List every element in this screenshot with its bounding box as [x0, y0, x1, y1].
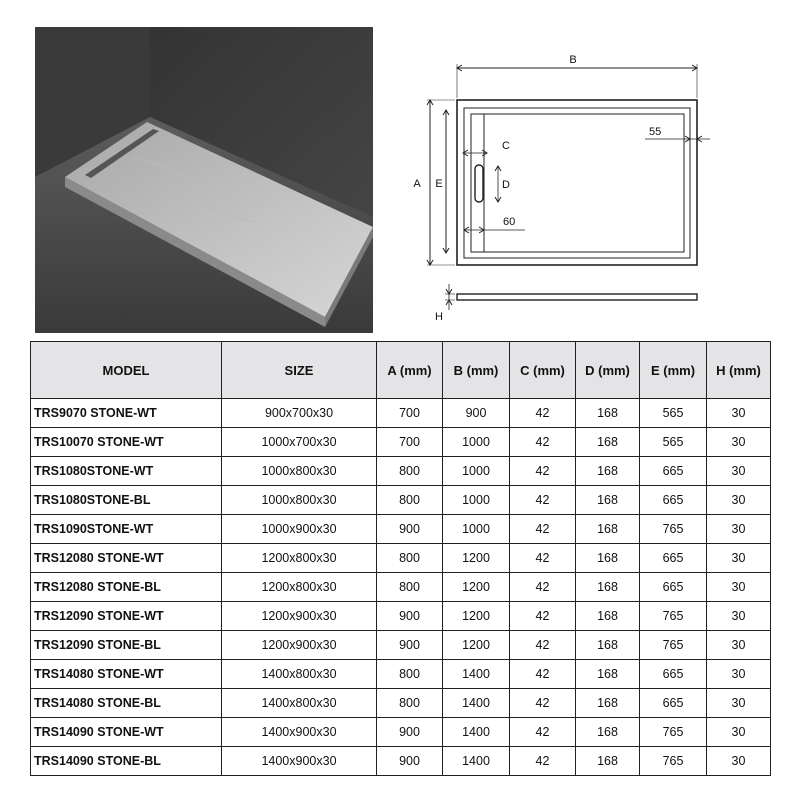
table-cell: 900x700x30	[222, 399, 377, 428]
table-cell: 30	[707, 660, 771, 689]
table-cell: 1000x800x30	[222, 486, 377, 515]
table-cell: 1000x700x30	[222, 428, 377, 457]
spec-table	[30, 341, 771, 776]
model-cell: TRS14080 STONE-WT	[31, 660, 222, 689]
model-cell: TRS1080STONE-BL	[31, 486, 222, 515]
column-header: C (mm)	[510, 342, 576, 399]
table-cell: 168	[576, 747, 640, 776]
column-header: D (mm)	[576, 342, 640, 399]
table-cell: 565	[640, 428, 707, 457]
table-cell: 1200	[443, 544, 510, 573]
technical-drawing	[405, 40, 735, 330]
model-cell: TRS14080 STONE-BL	[31, 689, 222, 718]
table-cell: 700	[377, 428, 443, 457]
table-cell: 168	[576, 573, 640, 602]
model-cell: TRS14090 STONE-BL	[31, 747, 222, 776]
table-cell: 1200	[443, 602, 510, 631]
table-cell: 800	[377, 573, 443, 602]
table-cell: 1400x800x30	[222, 660, 377, 689]
table-header-row	[31, 342, 771, 399]
table-cell: 30	[707, 631, 771, 660]
table-row	[31, 689, 771, 718]
table-cell: 30	[707, 747, 771, 776]
table-cell: 42	[510, 428, 576, 457]
table-cell: 42	[510, 399, 576, 428]
table-cell: 1400	[443, 660, 510, 689]
table-row	[31, 747, 771, 776]
table-cell: 1400	[443, 689, 510, 718]
table-cell: 900	[377, 602, 443, 631]
table-cell: 1200x800x30	[222, 573, 377, 602]
table-row	[31, 486, 771, 515]
table-cell: 700	[377, 399, 443, 428]
table-cell: 42	[510, 515, 576, 544]
dimension-diagram	[405, 40, 735, 330]
table-cell: 900	[377, 515, 443, 544]
table-cell: 168	[576, 457, 640, 486]
table-cell: 30	[707, 399, 771, 428]
table-cell: 800	[377, 486, 443, 515]
column-header: H (mm)	[707, 342, 771, 399]
table-row	[31, 573, 771, 602]
table-cell: 665	[640, 689, 707, 718]
table-cell: 42	[510, 660, 576, 689]
table-row	[31, 718, 771, 747]
table-row	[31, 428, 771, 457]
table-cell: 168	[576, 515, 640, 544]
table-cell: 168	[576, 486, 640, 515]
table-cell: 42	[510, 486, 576, 515]
shower-tray-photo	[35, 27, 373, 333]
model-cell: TRS9070 STONE-WT	[31, 399, 222, 428]
label-55: 55	[649, 126, 662, 138]
table-cell: 30	[707, 544, 771, 573]
table-cell: 665	[640, 660, 707, 689]
model-cell: TRS1080STONE-WT	[31, 457, 222, 486]
table-cell: 168	[576, 718, 640, 747]
table-cell: 765	[640, 631, 707, 660]
table-cell: 665	[640, 486, 707, 515]
table-cell: 1000x900x30	[222, 515, 377, 544]
table-cell: 765	[640, 602, 707, 631]
table-cell: 1400x900x30	[222, 718, 377, 747]
column-header: B (mm)	[443, 342, 510, 399]
table-cell: 30	[707, 718, 771, 747]
table-cell: 42	[510, 689, 576, 718]
table-cell: 1000	[443, 457, 510, 486]
model-cell: TRS12080 STONE-BL	[31, 573, 222, 602]
label-e: E	[435, 178, 443, 190]
table-row	[31, 602, 771, 631]
label-a: A	[413, 178, 421, 190]
table-cell: 800	[377, 660, 443, 689]
table-cell: 1000	[443, 515, 510, 544]
table-cell: 800	[377, 689, 443, 718]
label-h: H	[435, 311, 443, 323]
label-d: D	[502, 179, 510, 191]
table-cell: 42	[510, 457, 576, 486]
model-cell: TRS14090 STONE-WT	[31, 718, 222, 747]
table-cell: 42	[510, 544, 576, 573]
table-cell: 42	[510, 718, 576, 747]
table-cell: 30	[707, 573, 771, 602]
table-row	[31, 660, 771, 689]
table-row	[31, 399, 771, 428]
table-cell: 1200x800x30	[222, 544, 377, 573]
table-cell: 900	[377, 718, 443, 747]
table-cell: 765	[640, 718, 707, 747]
model-cell: TRS10070 STONE-WT	[31, 428, 222, 457]
table-cell: 1200	[443, 573, 510, 602]
table-row	[31, 631, 771, 660]
model-cell: TRS12090 STONE-WT	[31, 602, 222, 631]
table-row	[31, 544, 771, 573]
table-cell: 42	[510, 631, 576, 660]
table-body	[31, 399, 771, 776]
table-cell: 765	[640, 515, 707, 544]
drain-slot	[475, 165, 483, 202]
table-cell: 765	[640, 747, 707, 776]
table-cell: 800	[377, 457, 443, 486]
table-cell: 42	[510, 573, 576, 602]
table-cell: 1400x900x30	[222, 747, 377, 776]
table-cell: 900	[443, 399, 510, 428]
label-60: 60	[503, 216, 516, 228]
column-header: A (mm)	[377, 342, 443, 399]
model-cell: TRS1090STONE-WT	[31, 515, 222, 544]
table-cell: 1000	[443, 428, 510, 457]
table-cell: 1200x900x30	[222, 602, 377, 631]
label-c: C	[502, 140, 510, 152]
table-cell: 168	[576, 399, 640, 428]
table-cell: 1200x900x30	[222, 631, 377, 660]
table-cell: 1000	[443, 486, 510, 515]
table-cell: 1400	[443, 747, 510, 776]
table-cell: 900	[377, 747, 443, 776]
table-cell: 30	[707, 689, 771, 718]
model-cell: TRS12090 STONE-BL	[31, 631, 222, 660]
table-cell: 1200	[443, 631, 510, 660]
table-cell: 30	[707, 602, 771, 631]
column-header: MODEL	[31, 342, 222, 399]
label-b: B	[569, 54, 577, 66]
table-cell: 168	[576, 631, 640, 660]
table-cell: 665	[640, 457, 707, 486]
table-cell: 168	[576, 602, 640, 631]
table-row	[31, 515, 771, 544]
table-cell: 30	[707, 457, 771, 486]
table-cell: 665	[640, 573, 707, 602]
table-cell: 42	[510, 747, 576, 776]
table-cell: 30	[707, 486, 771, 515]
table-cell: 168	[576, 689, 640, 718]
model-cell: TRS12080 STONE-WT	[31, 544, 222, 573]
column-header: SIZE	[222, 342, 377, 399]
table-cell: 565	[640, 399, 707, 428]
table-cell: 30	[707, 428, 771, 457]
table-cell: 665	[640, 544, 707, 573]
table-cell: 42	[510, 602, 576, 631]
table-row	[31, 457, 771, 486]
table-cell: 900	[377, 631, 443, 660]
tray-profile	[457, 294, 697, 300]
table-cell: 168	[576, 544, 640, 573]
table-cell: 1000x800x30	[222, 457, 377, 486]
table-cell: 168	[576, 428, 640, 457]
tray-outline	[457, 100, 697, 265]
table-cell: 168	[576, 660, 640, 689]
table-cell: 1400	[443, 718, 510, 747]
table-cell: 1400x800x30	[222, 689, 377, 718]
column-header: E (mm)	[640, 342, 707, 399]
table-cell: 30	[707, 515, 771, 544]
table-cell: 800	[377, 544, 443, 573]
product-photo	[35, 27, 373, 333]
